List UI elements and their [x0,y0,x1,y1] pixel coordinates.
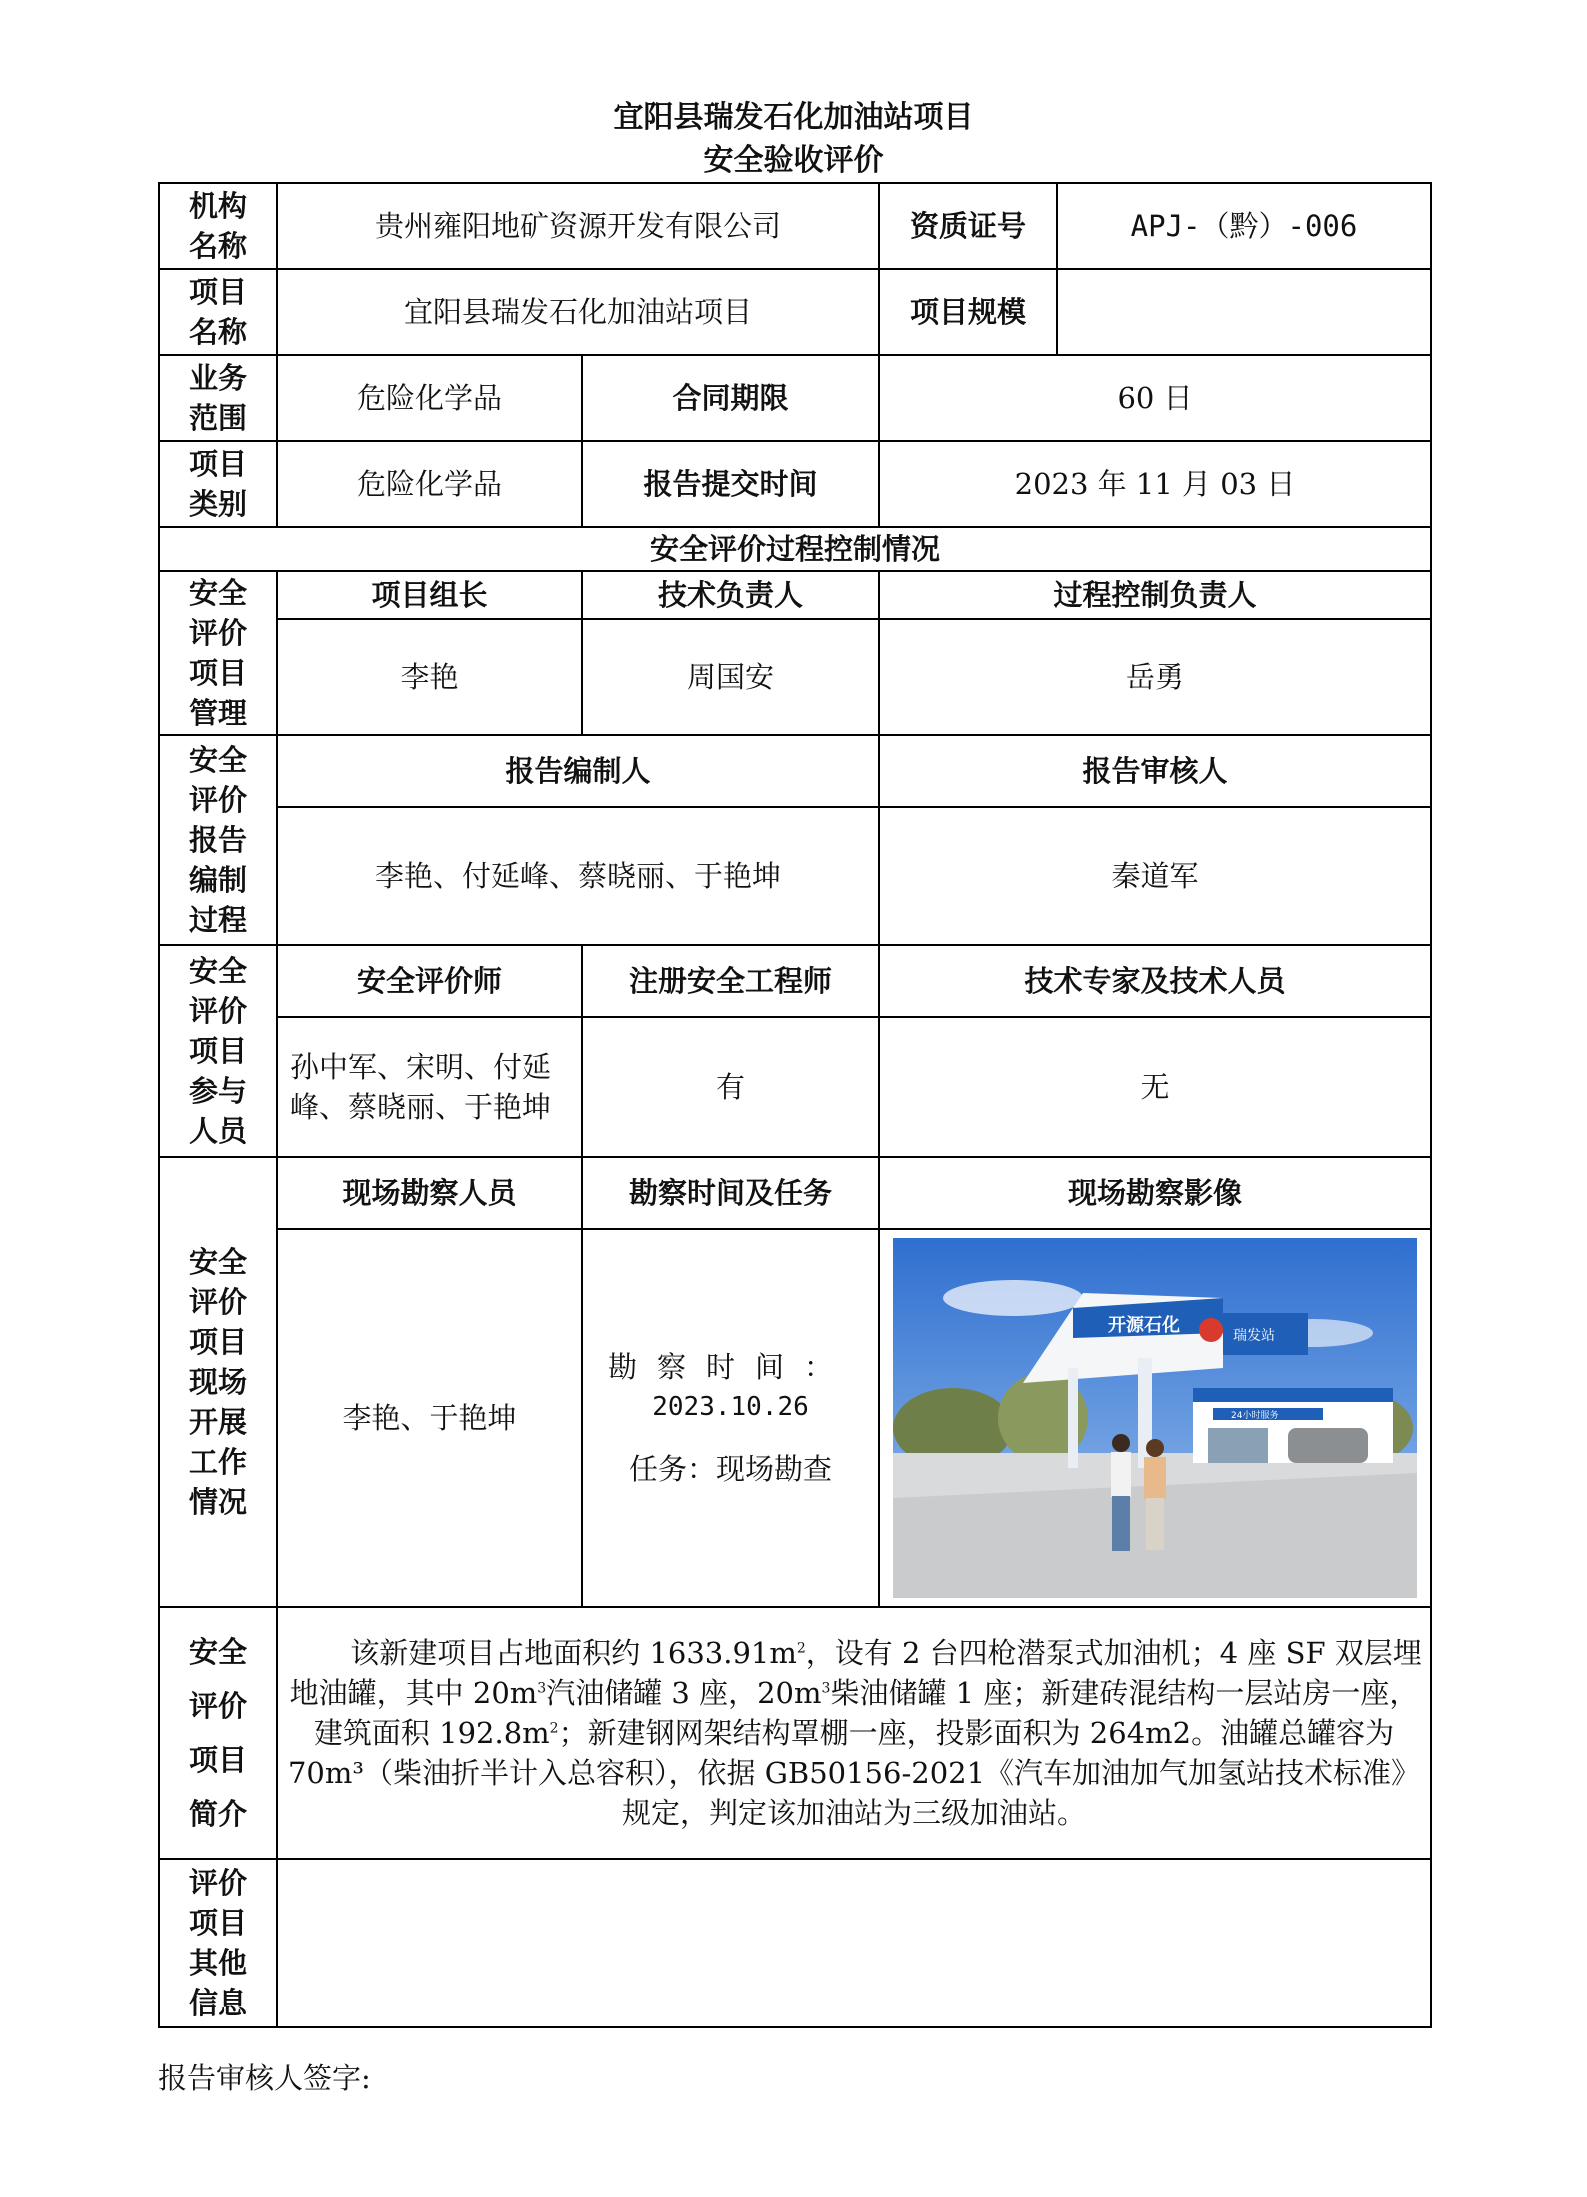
cert-value: APJ-（黔）-006 [1057,183,1431,269]
surveyor-header: 现场勘察人员 [277,1157,582,1229]
row-business-scope [159,355,1431,441]
row-management-values [159,619,1431,735]
experts-header: 技术专家及技术人员 [879,945,1431,1017]
org-value: 贵州雍阳地矿资源开发有限公司 [277,183,879,269]
row-management-headers [159,571,1431,619]
survey-photo-header: 现场勘察影像 [879,1157,1431,1229]
other-info-label: 评价 项目 其他 信息 [159,1859,277,2027]
management-label: 安全 评价 项目 管理 [159,571,277,735]
document-subtitle: 安全验收评价 [703,143,884,178]
site-work-label: 安全 评价 项目 现场 开展 工作 情况 [159,1157,277,1607]
row-participants-headers [159,945,1431,1017]
row-site-headers [159,1157,1431,1229]
row-site-values [159,1229,1431,1607]
process-control-heading: 安全评价过程控制情况 [159,527,1431,571]
row-compilation-values [159,807,1431,945]
business-scope-value: 危险化学品 [277,355,582,441]
contract-label: 合同期限 [582,355,879,441]
reviewer-signature-label: 报告审核人签字: [158,2061,371,2095]
survey-time-value: 2023.10.26 [652,1392,809,1422]
team-leader-value: 李艳 [277,619,582,735]
row-other-info [159,1859,1431,2027]
evaluator-value: 孙中军、宋明、付延 峰、蔡晓丽、于艳坤 [277,1017,582,1157]
reviewer-value: 秦道军 [879,807,1431,945]
scale-value [1057,269,1431,355]
business-scope-label: 业务 范围 [159,355,277,441]
row-compilation-headers [159,735,1431,807]
photo-sign-main: 开源石化 [1108,1315,1181,1336]
cert-label: 资质证号 [879,183,1057,269]
survey-task-text: 任务：现场勘查 [629,1452,833,1486]
intro-label: 安全 评价 项目 简介 [159,1607,277,1859]
row-organization [159,183,1431,269]
row-project-category [159,441,1431,527]
row-intro [159,1607,1431,1859]
team-leader-header: 项目组长 [277,571,582,619]
tech-lead-header: 技术负责人 [582,571,879,619]
survey-time-label: 勘察时间： [608,1350,854,1384]
org-label: 机构 名称 [159,183,277,269]
submit-time-label: 报告提交时间 [582,441,879,527]
survey-task-value [582,1229,879,1607]
project-name-value: 宜阳县瑞发石化加油站项目 [277,269,879,355]
compiler-header: 报告编制人 [277,735,879,807]
contract-value: 60 日 [879,355,1431,441]
category-value: 危险化学品 [277,441,582,527]
photo-sign-right: 瑞发站 [1233,1328,1276,1344]
process-lead-header: 过程控制负责人 [879,571,1431,619]
row-project-name [159,269,1431,355]
participants-label: 安全 评价 项目 参与 人员 [159,945,277,1157]
document-title: 宜阳县瑞发石化加油站项目 [613,100,974,135]
registered-engineer-value: 有 [582,1017,879,1157]
evaluator-header: 安全评价师 [277,945,582,1017]
experts-value: 无 [879,1017,1431,1157]
process-lead-value: 岳勇 [879,619,1431,735]
other-info-value [277,1859,1431,2027]
tech-lead-value: 周国安 [582,619,879,735]
evaluation-form-table [158,182,1432,2028]
intro-text: 该新建项目占地面积约 $1633.91m^2$，设有 2 台四枪潜泵式加油机；4 座 SF 双层埋地油罐，其中 $20m^3$汽油储罐 3 座，$20m^3$柴油储罐 1 座；新建砖混结构一层站房一座，建筑面积 $192.8m^2$；新建钢网架结构罩棚一座，投影面积为 264m2。油罐总罐容为 70m³（柴油折半计入总容积），依据 GB50156-2021《汽车加油加气加氢站技术标准》规定，判定该加油站为三级加油站。 [277,1607,1431,1859]
scale-label: 项目规模 [879,269,1057,355]
registered-engineer-header: 注册安全工程师 [582,945,879,1017]
row-process-heading [159,527,1431,571]
reviewer-header: 报告审核人 [879,735,1431,807]
project-name-label: 项目 名称 [159,269,277,355]
compiler-value: 李艳、付延峰、蔡晓丽、于艳坤 [277,807,879,945]
category-label: 项目 类别 [159,441,277,527]
photo-sign-24h: 24小时服务 [1231,1411,1279,1421]
row-participants-values [159,1017,1431,1157]
surveyor-value: 李艳、于艳坤 [277,1229,582,1607]
survey-task-header: 勘察时间及任务 [582,1157,879,1229]
survey-photo-cell [879,1229,1431,1607]
submit-time-value: 2023 年 11 月 03 日 [879,441,1431,527]
compilation-label: 安全 评价 报告 编制 过程 [159,735,277,945]
site-survey-photo [893,1238,1417,1598]
